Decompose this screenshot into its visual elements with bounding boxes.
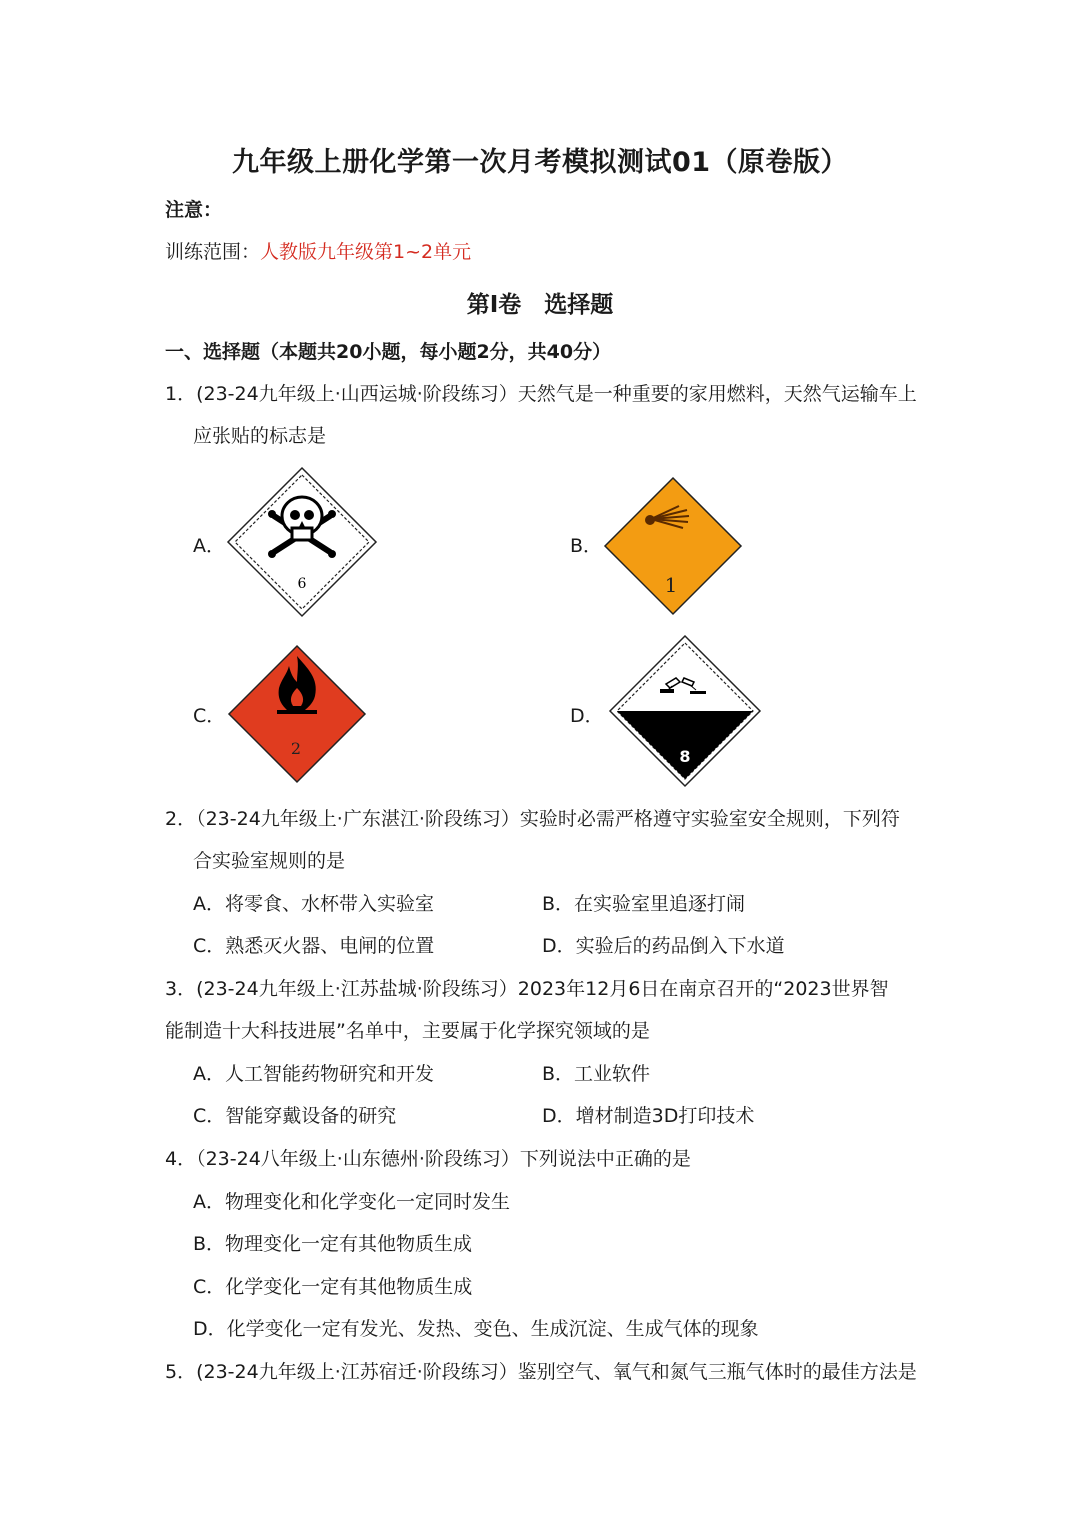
q3-stem-line2: 能制造十大科技进展”名单中，主要属于化学探究领域的是 — [165, 1020, 650, 1042]
sign-a-number: 6 — [297, 576, 307, 592]
q1-stem-line2: 应张贴的标志是 — [193, 425, 327, 447]
q2-stem-line1: 2．（23-24九年级上·广东湛江·阶段练习）实验时必需严格遵守实验室安全规则，下列符 — [165, 808, 900, 830]
q2-option-b: B．在实验室里追逐打闹 — [542, 893, 746, 915]
q3-stem-line1: 3．(23-24九年级上·江苏盐城·阶段练习）2023年12月6日在南京召开的“2023世界智 — [165, 978, 889, 1000]
sign-b-number: 1 — [664, 573, 678, 597]
scope-label: 训练范围： — [165, 241, 261, 263]
flammable-sign-icon — [227, 644, 367, 784]
scope-line — [165, 240, 471, 264]
q4-option-c: C．化学变化一定有其他物质生成 — [193, 1276, 473, 1298]
section-title: 第Ⅰ卷 选择题 — [466, 292, 614, 318]
q3-option-b: B．工业软件 — [542, 1063, 651, 1085]
page-title: 九年级上册化学第一次月考模拟测试01（原卷版） — [231, 147, 849, 178]
q4-option-d: D．化学变化一定有发光、发热、变色、生成沉淀、生成气体的现象 — [193, 1318, 759, 1340]
q3-option-a: A．人工智能药物研究和开发 — [193, 1063, 434, 1085]
q2-option-a: A．将零食、水杯带入实验室 — [193, 893, 434, 915]
q4-option-b: B．物理变化一定有其他物质生成 — [193, 1233, 473, 1255]
scope-value: 人教版九年级第1~2单元 — [260, 241, 472, 263]
sign-d-number: 8 — [679, 747, 691, 766]
q4-stem-line1: 4．（23-24八年级上·山东德州·阶段练习）下列说法中正确的是 — [165, 1148, 691, 1170]
explosive-sign-icon — [603, 476, 743, 616]
toxic-sign-icon — [226, 466, 378, 618]
note-label: 注意： — [165, 199, 223, 221]
sign-c-number: 2 — [290, 739, 302, 758]
q3-option-d: D．增材制造3D打印技术 — [542, 1105, 755, 1127]
q4-option-a: A．物理变化和化学变化一定同时发生 — [193, 1191, 510, 1213]
q2-option-c: C．熟悉灭火器、电闸的位置 — [193, 935, 435, 957]
part-heading: 一、选择题（本题共20小题，每小题2分，共40分） — [165, 341, 612, 363]
q1-option-d-label: D． — [570, 705, 604, 727]
q1-stem-line1: 1．(23-24九年级上·山西运城·阶段练习）天然气是一种重要的家用燃料，天然气运输车上 — [165, 383, 917, 405]
q1-option-c-label: C． — [193, 705, 226, 727]
q5-stem-line1: 5．(23-24九年级上·江苏宿迁·阶段练习）鉴别空气、氧气和氮气三瓶气体时的最佳方法是 — [165, 1361, 917, 1383]
q1-option-a-label: A． — [193, 535, 225, 557]
q2-option-d: D．实验后的药品倒入下水道 — [542, 935, 785, 957]
corrosive-sign-icon — [608, 634, 762, 788]
q1-option-b-label: B． — [570, 535, 603, 557]
q2-stem-line2: 合实验室规则的是 — [193, 850, 346, 872]
q3-option-c: C．智能穿戴设备的研究 — [193, 1105, 397, 1127]
